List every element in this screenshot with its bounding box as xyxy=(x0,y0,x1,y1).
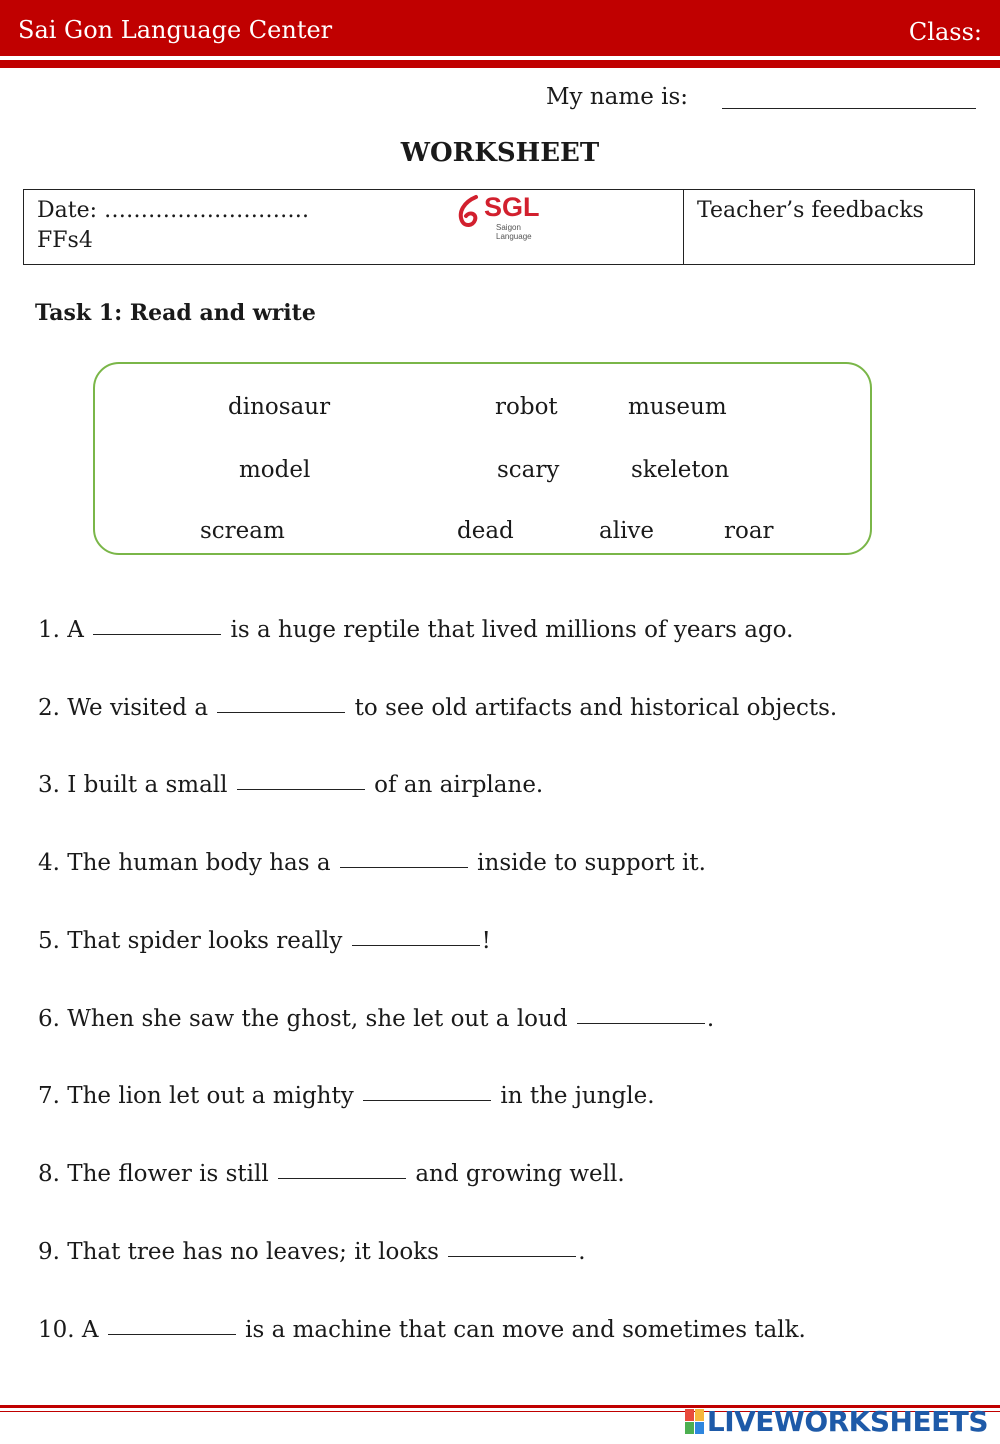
sentence-text: in the jungle. xyxy=(493,1083,655,1109)
sentence-text: is a machine that can move and sometimes talk. xyxy=(237,1317,806,1343)
answer-blank[interactable] xyxy=(448,1255,576,1257)
sgl-swoosh-icon xyxy=(456,194,486,230)
sentence-text: ! xyxy=(481,928,491,954)
class-code: FFs4 xyxy=(37,228,93,253)
sentence-1 xyxy=(38,617,793,643)
sentence-text: inside to support it. xyxy=(469,850,706,876)
word-bank-item: scream xyxy=(200,518,285,544)
sentence-10 xyxy=(38,1317,806,1343)
word-bank-item: dinosaur xyxy=(228,394,331,420)
info-table xyxy=(23,189,975,265)
logo-wordmark: SGL xyxy=(484,192,540,222)
sentence-2 xyxy=(38,695,837,721)
sentence-text: 7. The lion let out a mighty xyxy=(38,1083,362,1109)
sentence-3 xyxy=(38,772,543,798)
sentence-text: 3. I built a small xyxy=(38,772,235,798)
answer-blank[interactable] xyxy=(363,1099,491,1101)
table-divider xyxy=(683,190,684,264)
page-title: WORKSHEET xyxy=(400,138,600,168)
class-label: Class: xyxy=(908,18,982,46)
sentence-text: is a huge reptile that lived millions of years ago. xyxy=(223,617,794,643)
word-bank-item: scary xyxy=(497,457,560,483)
task-title: Task 1: Read and write xyxy=(35,300,316,326)
word-bank-item: skeleton xyxy=(631,457,730,483)
sgl-logo xyxy=(456,192,556,241)
name-label: My name is: xyxy=(546,84,689,110)
liveworksheets-icon xyxy=(685,1409,704,1434)
sentence-text: 1. A xyxy=(38,617,92,643)
sentence-text: . xyxy=(706,1006,715,1032)
header-divider xyxy=(0,60,1000,68)
sentence-text: 4. The human body has a xyxy=(38,850,338,876)
sentence-7 xyxy=(38,1083,655,1109)
sentence-text: 2. We visited a xyxy=(38,695,216,721)
answer-blank[interactable] xyxy=(93,633,221,635)
sentence-text: 9. That tree has no leaves; it looks xyxy=(38,1239,447,1265)
word-bank-item: robot xyxy=(495,394,558,420)
sentence-text: 5. That spider looks really xyxy=(38,928,350,954)
sentence-9 xyxy=(38,1239,586,1265)
date-field[interactable]: Date: ………………………. xyxy=(37,198,310,223)
liveworksheets-logo xyxy=(685,1404,988,1438)
sentence-6 xyxy=(38,1006,714,1032)
sentence-text: 8. The flower is still xyxy=(38,1161,277,1187)
logo-subtitle: Saigon Language xyxy=(496,223,532,241)
sentence-text: of an airplane. xyxy=(366,772,544,798)
answer-blank[interactable] xyxy=(108,1333,236,1335)
name-field[interactable] xyxy=(722,108,976,109)
word-bank-item: alive xyxy=(599,518,655,544)
word-bank xyxy=(93,362,872,555)
answer-blank[interactable] xyxy=(340,866,468,868)
word-bank-item: roar xyxy=(724,518,774,544)
sentence-text: and growing well. xyxy=(408,1161,625,1187)
sentence-text: 6. When she saw the ghost, she let out a loud xyxy=(38,1006,575,1032)
sentence-8 xyxy=(38,1161,625,1187)
center-name: Sai Gon Language Center xyxy=(18,16,333,44)
liveworksheets-wordmark: LIVEWORKSHEETS xyxy=(706,1404,988,1438)
sentence-text: 10. A xyxy=(38,1317,106,1343)
answer-blank[interactable] xyxy=(217,711,345,713)
word-bank-item: dead xyxy=(457,518,514,544)
word-bank-item: model xyxy=(239,457,311,483)
sentence-5 xyxy=(38,928,491,954)
teacher-feedback-label: Teacher’s feedbacks xyxy=(697,198,924,223)
word-bank-item: museum xyxy=(628,394,727,420)
answer-blank[interactable] xyxy=(237,788,365,790)
sentence-text: . xyxy=(578,1239,586,1265)
answer-blank[interactable] xyxy=(352,944,480,946)
sentence-text: to see old artifacts and historical objects. xyxy=(347,695,838,721)
answer-blank[interactable] xyxy=(577,1022,705,1024)
sentence-4 xyxy=(38,850,706,876)
answer-blank[interactable] xyxy=(278,1177,406,1179)
